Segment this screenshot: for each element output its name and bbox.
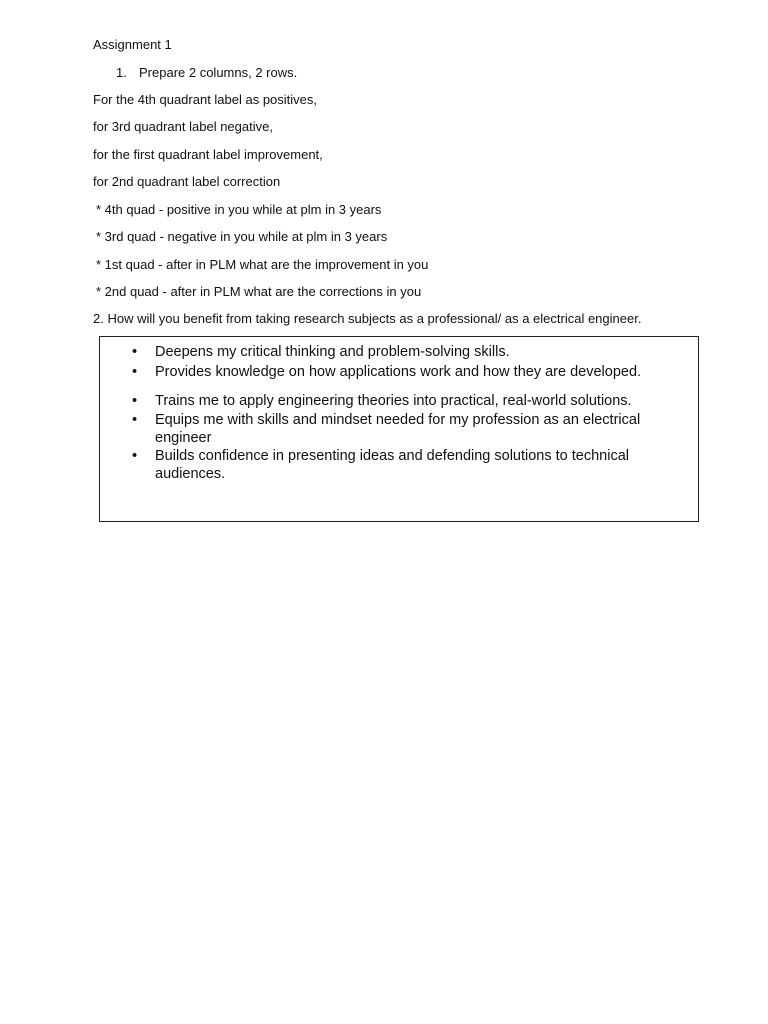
answer-item <box>132 447 652 483</box>
question-2: 2. How will you benefit from taking research subjects as a professional/ as a electrical engineer. <box>93 311 642 326</box>
answer-item <box>132 411 652 447</box>
answer-text: Equips me with skills and mindset needed for my profession as an electrical engineer <box>155 412 641 446</box>
assignment-title: Assignment 1 <box>93 37 172 52</box>
bullet-icon: • <box>132 412 138 428</box>
answer-text: Provides knowledge on how applications work and how they are developed. <box>155 364 642 380</box>
answer-text: Deepens my critical thinking and problem-solving skills. <box>155 344 510 360</box>
instruction-line-4th: For the 4th quadrant label as positives, <box>93 92 318 107</box>
quad-line-3rd: * 3rd quad - negative in you while at plm in 3 years <box>96 229 388 244</box>
answer-text: Builds confidence in presenting ideas and defending solutions to technical audiences. <box>155 448 629 482</box>
bullet-icon: • <box>132 393 138 409</box>
quad-line-1st: * 1st quad - after in PLM what are the improvement in you <box>96 257 429 272</box>
instruction-line-2nd: for 2nd quadrant label correction <box>93 174 281 189</box>
quad-line-2nd: * 2nd quad - after in PLM what are the corrections in you <box>96 284 422 299</box>
instruction-line-3rd: for 3rd quadrant label negative, <box>93 119 273 134</box>
answer-box <box>99 336 699 522</box>
answer-item <box>132 343 652 361</box>
bullet-icon: • <box>132 448 138 464</box>
item-text: Prepare 2 columns, 2 rows. <box>139 65 298 80</box>
bullet-icon: • <box>132 344 138 360</box>
numbered-item-1 <box>116 65 297 81</box>
bullet-icon: • <box>132 364 138 380</box>
item-number: 1. <box>116 65 127 80</box>
answer-item <box>132 392 652 410</box>
instruction-line-1st: for the first quadrant label improvement, <box>93 147 323 162</box>
quad-line-4th: * 4th quad - positive in you while at plm in 3 years <box>96 202 382 217</box>
answer-item <box>132 363 652 381</box>
answer-text: Trains me to apply engineering theories into practical, real-world solutions. <box>155 393 632 409</box>
